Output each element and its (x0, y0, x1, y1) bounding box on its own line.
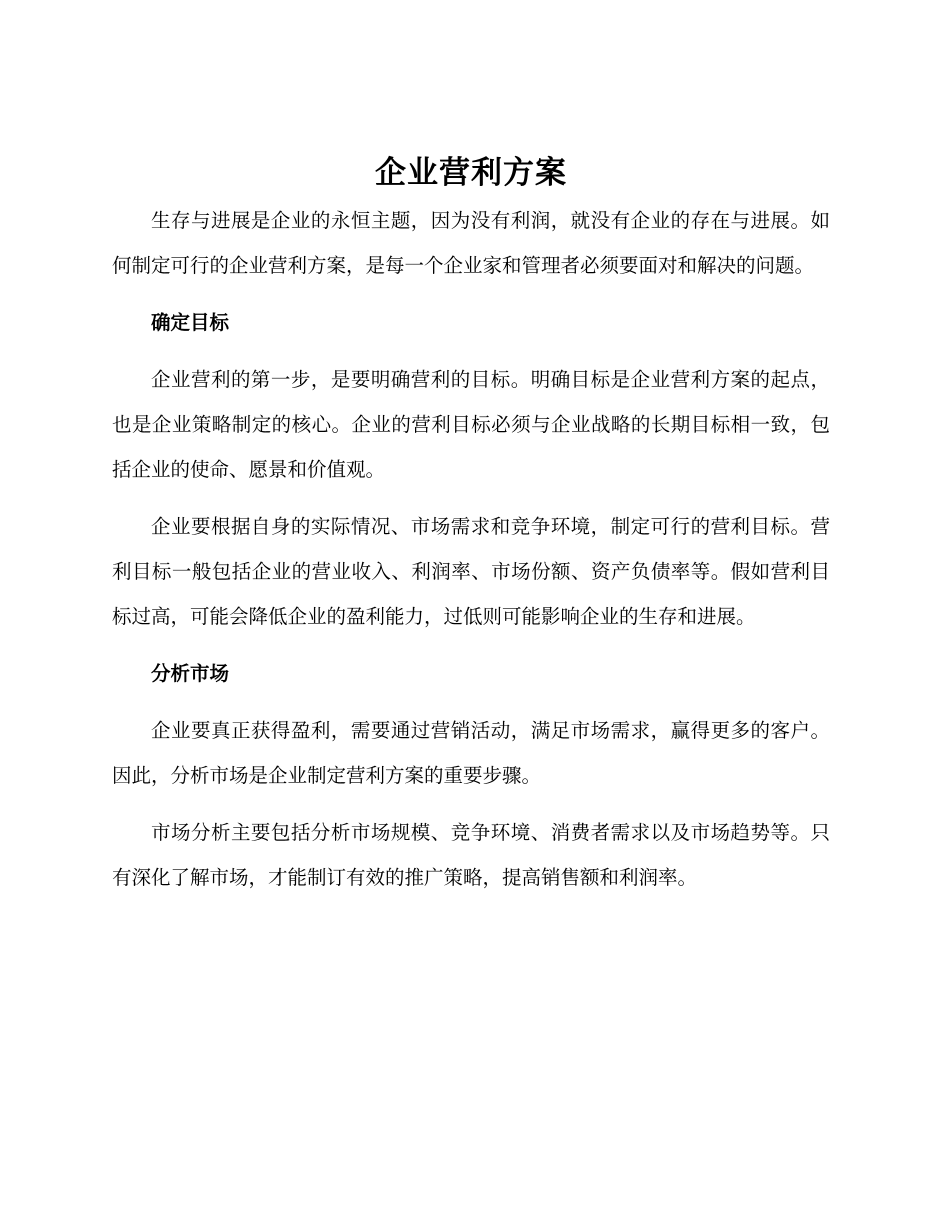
section-paragraph: 市场分析主要包括分析市场规模、竞争环境、消费者需求以及市场趋势等。只有深化了解市场，才能制订有效的推广策略，提高销售额和利润率。 (112, 821, 830, 889)
section-heading: 确定目标 (151, 311, 230, 334)
section-paragraph: 企业要根据自身的实际情况、市场需求和竞争环境，制定可行的营利目标。营利目标一般包括企业的营业收入、利润率、市场份额、资产负债率等。假如营利目标过高，可能会降低企业的盈利能力，过低则可能影响企业的生存和进展。 (112, 515, 830, 628)
intro-paragraph: 生存与进展是企业的永恒主题，因为没有利润，就没有企业的存在与进展。如何制定可行的企业营利方案，是每一个企业家和管理者必须要面对和解决的问题。 (112, 209, 830, 277)
document-title: 企业营利方案 (375, 155, 567, 191)
section-paragraph: 企业营利的第一步，是要明确营利的目标。明确目标是企业营利方案的起点，也是企业策略制定的核心。企业的营利目标必须与企业战略的长期目标相一致，包括企业的使命、愿景和价值观。 (112, 368, 830, 481)
section-goals (112, 300, 830, 639)
section-paragraph: 企业要真正获得盈利，需要通过营销活动，满足市场需求，赢得更多的客户。因此，分析市场是企业制定营利方案的重要步骤。 (112, 719, 830, 787)
section-heading: 分析市场 (151, 662, 230, 685)
section-market-analysis (112, 651, 830, 900)
document-page (112, 148, 830, 912)
